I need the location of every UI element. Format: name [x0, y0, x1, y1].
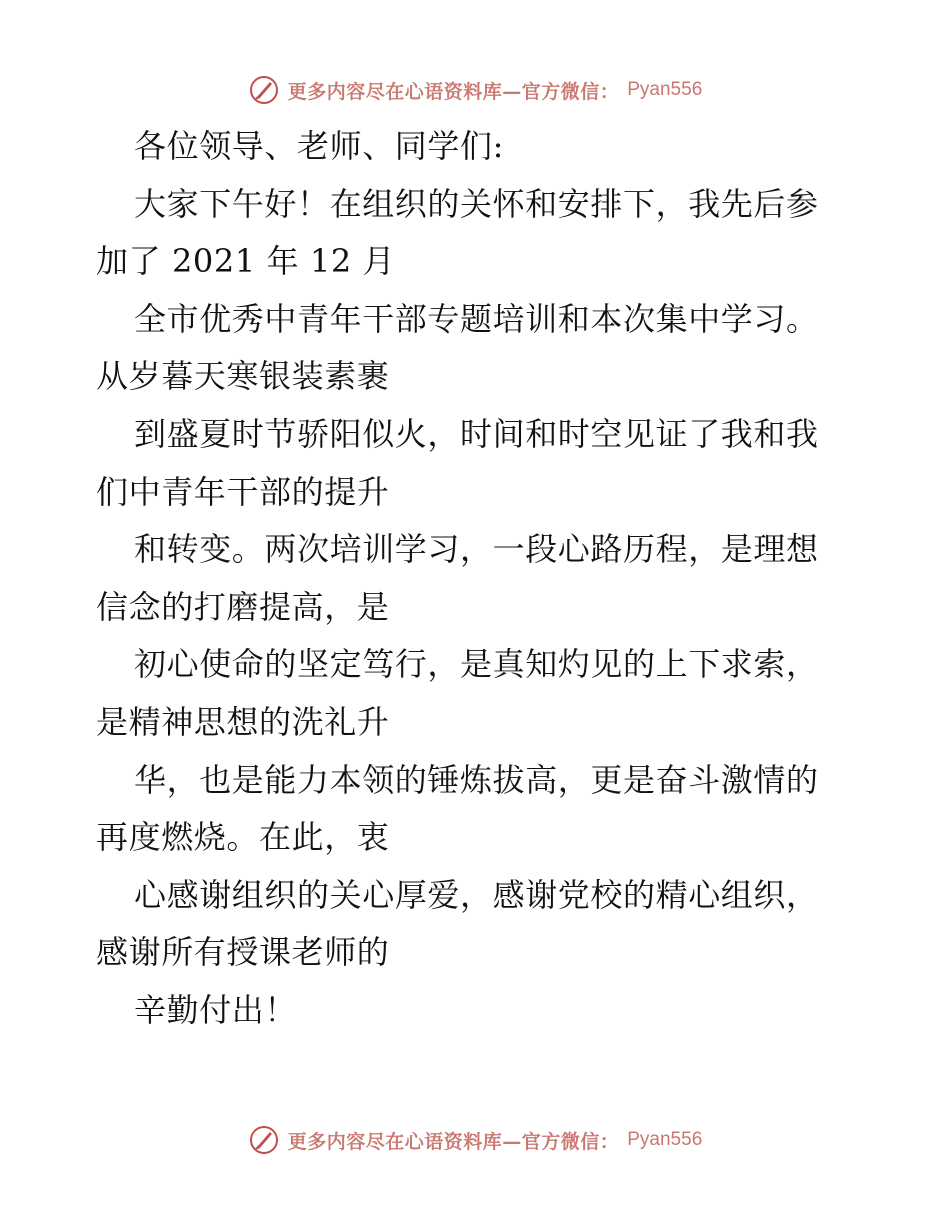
speech-line: 再度燃烧。在此，衷	[96, 818, 390, 857]
speech-line: 从岁暮天寒银装素裹	[96, 357, 390, 396]
footer-banner	[0, 1122, 950, 1158]
speech-line: 心感谢组织的关心厚爱，感谢党校的精心组织，	[134, 875, 819, 914]
speech-line: 各位领导、老师、同学们:	[134, 127, 504, 165]
speech-line: 们中青年干部的提升	[96, 472, 390, 511]
speech-line: 是精神思想的洗礼升	[96, 702, 390, 741]
feather-pen-logo-icon	[248, 1124, 280, 1156]
speech-body	[96, 118, 876, 1040]
speech-line: 初心使命的坚定笃行，是真知灼见的上下求索，	[134, 645, 819, 684]
speech-line: 加了 2021 年 12 月	[96, 242, 396, 281]
speech-line: 信念的打磨提高，是	[96, 587, 390, 626]
feather-pen-logo-icon	[248, 74, 280, 106]
speech-line: 全市优秀中青年干部专题培训和本次集中学习。	[134, 299, 819, 338]
speech-line: 大家下午好！在组织的关怀和安排下，我先后参	[134, 184, 819, 223]
speech-line: 到盛夏时节骄阳似火，时间和时空见证了我和我	[134, 414, 819, 453]
speech-line: 感谢所有授课老师的	[96, 933, 390, 972]
header-banner	[0, 72, 950, 108]
speech-line: 辛勤付出！	[134, 990, 298, 1029]
speech-line: 华，也是能力本领的锤炼拔高，更是奋斗激情的	[134, 760, 819, 799]
footer-banner-contact: Pyan556	[627, 1129, 703, 1150]
speech-line: 和转变。两次培训学习，一段心路历程，是理想	[134, 530, 819, 569]
footer-banner-text: 更多内容尽在心语资料库—官方微信：	[287, 1130, 620, 1153]
header-banner-contact: Pyan556	[627, 79, 703, 100]
header-banner-text: 更多内容尽在心语资料库—官方微信：	[287, 80, 620, 103]
